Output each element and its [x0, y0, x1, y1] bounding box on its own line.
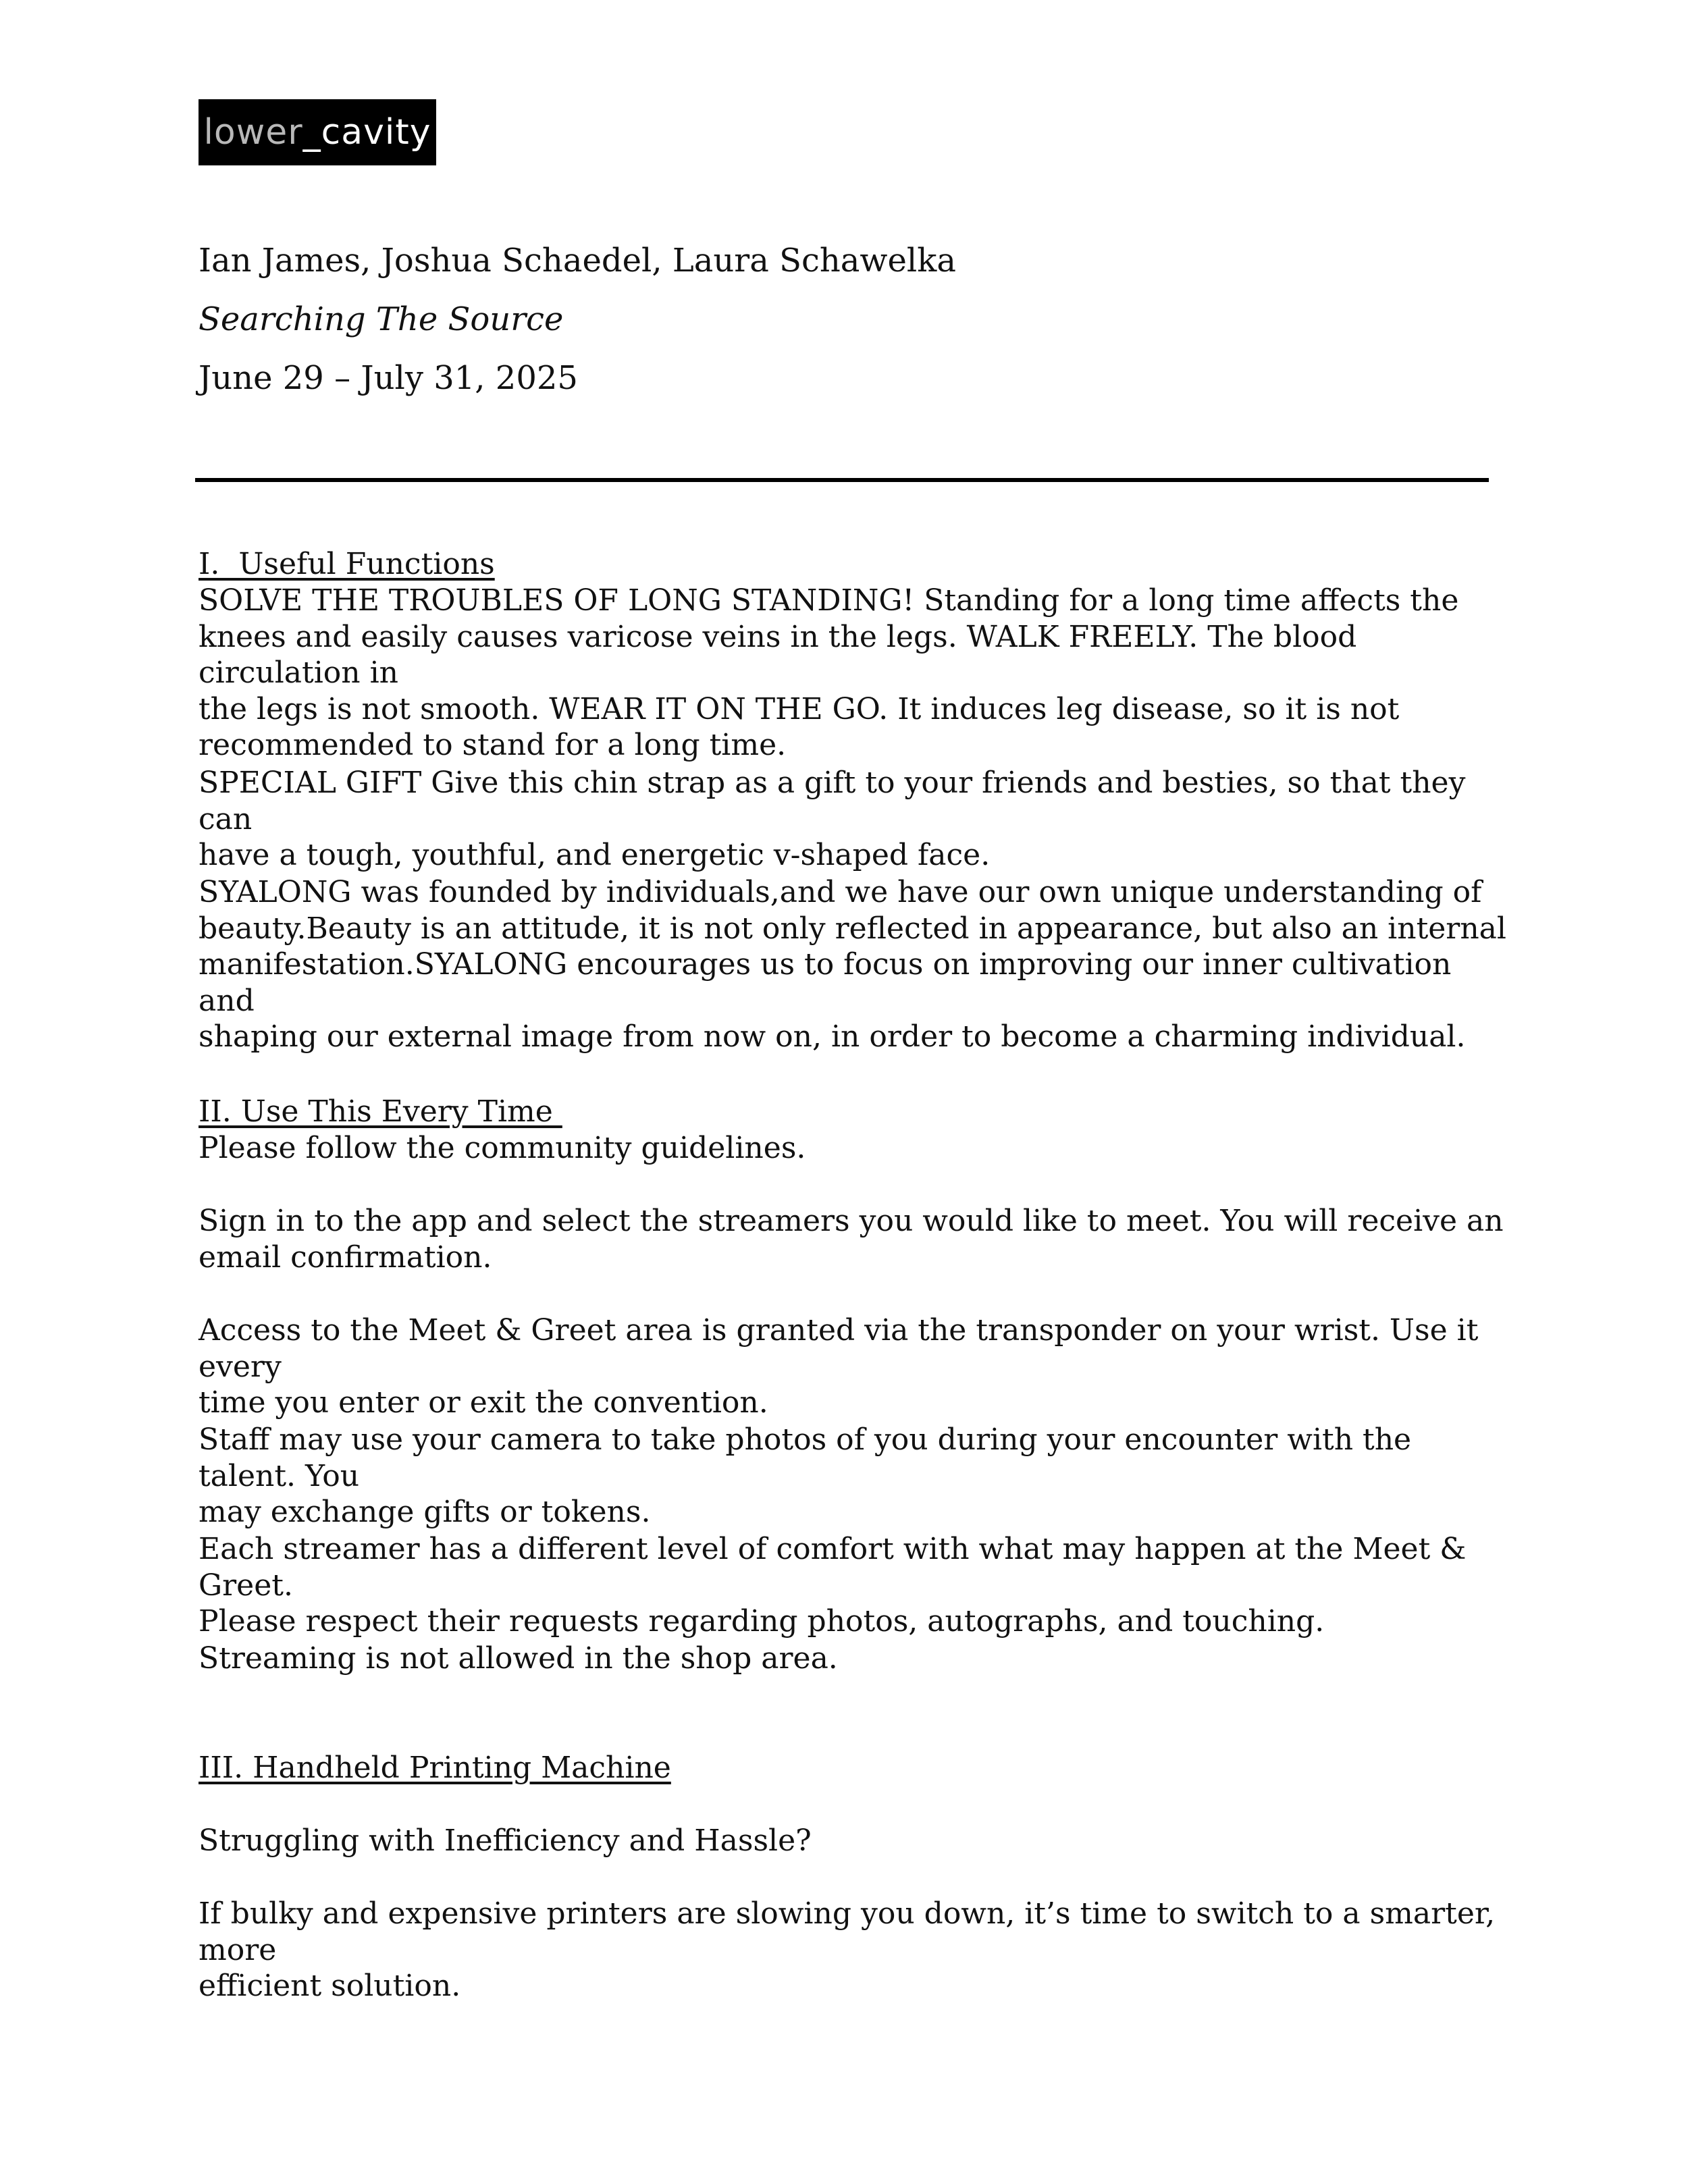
section-1-heading: I. Useful Functions: [199, 547, 495, 581]
logo-text-cavity: _cavity: [302, 112, 431, 153]
section-2-paragraph-2: Sign in to the app and select the streamers you would like to meet. You will receive an email confirmation.: [199, 1204, 1504, 1275]
artist-names: Ian James, Joshua Schaedel, Laura Schawelka: [199, 242, 956, 279]
exhibition-dates: June 29 – July 31, 2025: [199, 359, 578, 397]
section-2-paragraph-6: Streaming is not allowed in the shop area.: [199, 1641, 838, 1676]
exhibition-title: Searching The Source: [199, 300, 564, 338]
section-2-paragraph-5: Each streamer has a different level of comfort with what may happen at the Meet & Greet. Please respect their requests regarding photos, autographs, and touching.: [199, 1532, 1467, 1639]
gallery-logo: [199, 99, 436, 165]
section-2-paragraph-1: Please follow the community guidelines.: [199, 1131, 806, 1165]
section-2-paragraph-3: Access to the Meet & Greet area is granted via the transponder on your wrist. Use it every time you enter or exit the convention.: [199, 1313, 1479, 1420]
section-1-paragraph-1: SOLVE THE TROUBLES OF LONG STANDING! Standing for a long time affects the knees and easily causes varicose veins in the legs. WALK FREELY. The blood circulation in the legs is not smooth. WEAR IT ON THE GO. It induces leg disease, so it is not recommended to stand for a long time.: [199, 583, 1459, 763]
section-3-heading: III. Handheld Printing Machine: [199, 1751, 671, 1785]
logo-text-lower: lower: [203, 112, 303, 153]
section-3-paragraph-2: If bulky and expensive printers are slowing you down, it’s time to switch to a smarter, more efficient solution.: [199, 1896, 1496, 2004]
section-1-paragraph-3: SYALONG was founded by individuals,and we have our own unique understanding of beauty.Beauty is an attitude, it is not only reflected in appearance, but also an internal manifestation.SYALONG encourages us to focus on improving our inner cultivation and shaping our external image from now on, in order to become a charming individual.: [199, 875, 1506, 1055]
section-2-heading: II. Use This Every Time: [199, 1094, 562, 1129]
section-3-paragraph-1: Struggling with Inefficiency and Hassle?: [199, 1823, 812, 1858]
horizontal-divider: [195, 478, 1489, 482]
section-2-paragraph-4: Staff may use your camera to take photos of you during your encounter with the talent. You may exchange gifts or tokens.: [199, 1422, 1412, 1530]
section-1-paragraph-2: SPECIAL GIFT Give this chin strap as a gift to your friends and besties, so that they can have a tough, youthful, and energetic v-shaped face.: [199, 766, 1466, 873]
